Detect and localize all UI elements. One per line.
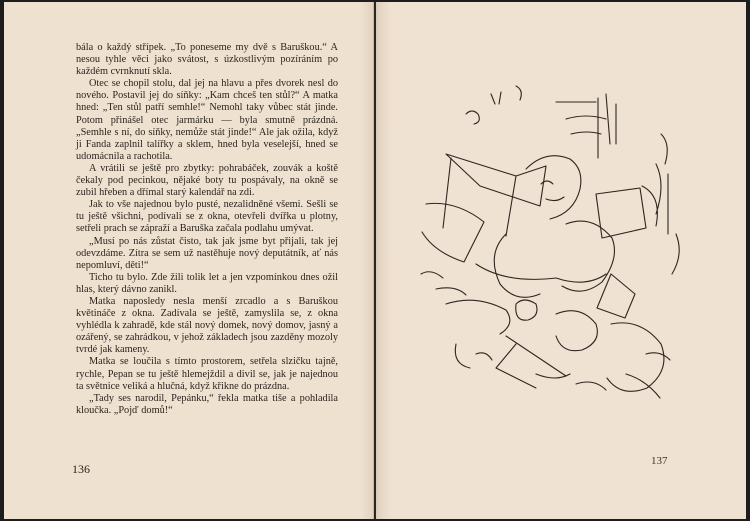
paragraph: bála o každý střípek. „To poneseme my dvě s Baruškou.“ A nesou tyhle věci jako svátost, s úzkostlivým pozíráním po každém cvrnknutí skla. [76, 42, 338, 78]
paragraph: A vrátili se ještě pro zbytky: pohrabáček, zouvák a koště čekaly pod pecinkou, nějaké boty tu pospávaly, na okně se zubil hřeben a dřímal starý kalendář na zdi. [76, 162, 338, 199]
paragraph: Ticho tu bylo. Zde žili tolik let a jen vzpomínkou dnes ožil hlas, který dávno zanikl. [76, 271, 338, 295]
paragraph: Jak to vše najednou bylo pusté, nezalidněné všemi. Sešli se tu ještě všichni, podívali se z okna, otevřeli dvířka u plotny, setřeli prach se zápraží a Baruška začala podlahu umývat. [76, 199, 338, 235]
page-text [76, 42, 338, 417]
left-page [4, 2, 374, 519]
illustration-lines [421, 86, 679, 398]
page-number-right: 137 [651, 455, 668, 467]
paragraph: Matka naposledy nesla menší zrcadlo a s Baruškou květináče z okna. Zadívala se ještě, zamyslila se, z okna vyhlédla k zahradě, kde stál nový domek, nový domov, jasný a ozářený, se zahrádkou, v jehož základech jsou zazděny mozoly tvrdé jak kameny. [76, 295, 338, 356]
paragraph: Otec se chopil stolu, dal jej na hlavu a přes dvorek nesl do nového. Postavil jej do síňky: „Kam chceš ten stůl?“ A matka hned: „Ten stůl patří semhle!“ Nemohl taky vůbec stát jinde. Potom přinášel otec jarmárku — byla smutně prázdná. „Semhle s ní, do síňky, nemůže stát jinde!“ Ale jak ožila, když ji Fanda zaplnil talířky a sklem, hned byla veselejší, hned se udomácnila a rachotila. [76, 78, 338, 162]
paragraph: „Tady ses narodil, Pepánku,“ řekla matka tiše a pohladila kloučka. „Pojď domů!“ [76, 392, 338, 416]
right-page [376, 2, 746, 519]
page-number-left: 136 [72, 462, 90, 476]
paragraph: Matka se loučila s tímto prostorem, setřela slzičku tajně, rychle, Pepan se tu ještě hlemejždil a divil se, jak je najednou ta světnice veliká a hlučná, když křikne do prázdna. [76, 356, 338, 392]
paragraph: „Musí po nás zůstat čisto, tak jak jsme byt přijali, tak jej odevzdáme. Zítra se sem už nastěhuje nový deputátník, ať nás nepomluví, děti!“ [76, 235, 338, 271]
illustration-drawing [406, 74, 706, 414]
